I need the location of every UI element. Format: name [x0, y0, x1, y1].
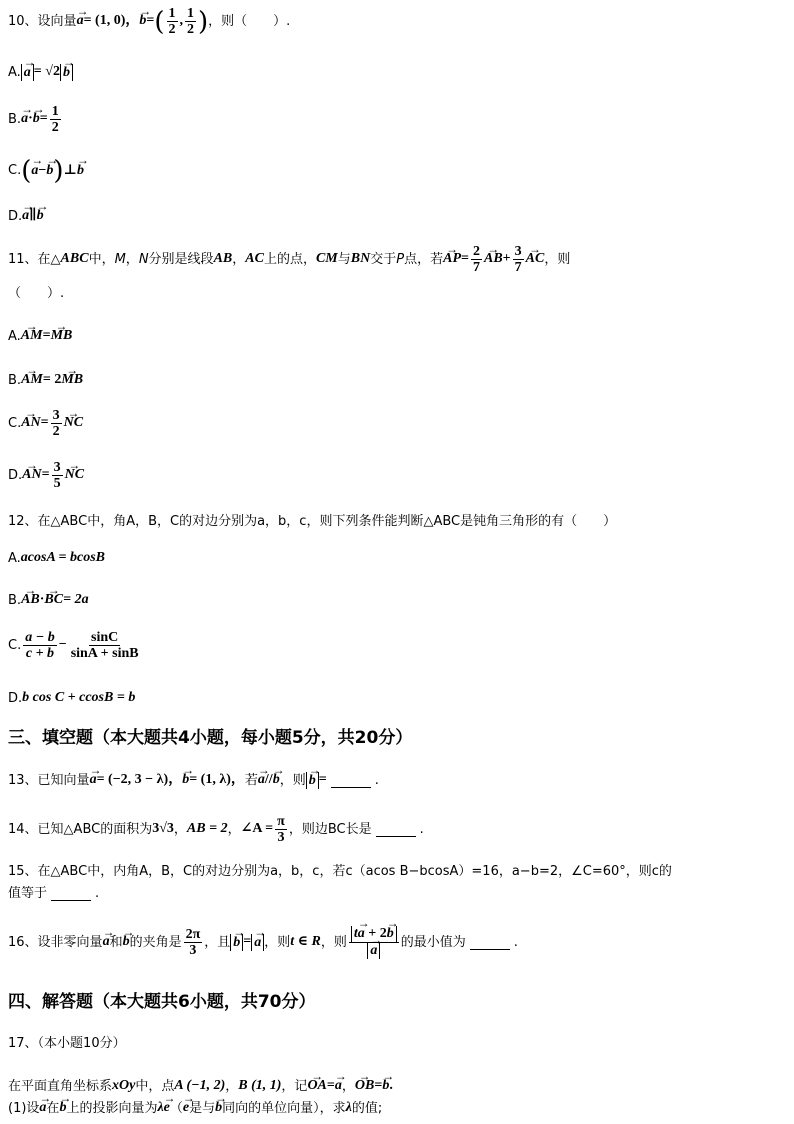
q10-tail: ，则（ ）.	[208, 14, 291, 30]
q12-option-d: D. b cos C + ccosB = b	[8, 690, 136, 706]
answer-blank	[470, 935, 510, 950]
q14: 14、 已知△ABC的面积为 3√3 ， AB = 2 ， ∠A = $\frac{\pi}{3}$ ，则边BC长是 .	[8, 814, 424, 846]
q11-stem-line2: （ ）.	[8, 286, 65, 301]
q10-number: 10、	[8, 14, 38, 30]
q17-sub1: (1)设 → a 在 → b 上的投影向量为 λ → e （ → e 是与 → b 同向的单位向量），求 λ 的值;	[8, 1100, 382, 1117]
q10-eq: =	[146, 13, 155, 29]
q15-line1: 15、在△ABC中，内角A，B，C的对边分别为a，b，c，若c（acos B−bcosA）=16，a−b=2，∠C=60°，则c的	[8, 864, 672, 879]
q15-line2: 值等于 .	[8, 886, 100, 901]
half-fraction-1: $\frac{1}{2}$	[168, 6, 176, 38]
paren-close: )	[198, 6, 209, 37]
answer-blank	[376, 822, 416, 837]
q10-stem	[8, 6, 290, 38]
q11-option-b: B. → AM = 2 → MB	[8, 372, 83, 389]
q10-option-d: D. → a ∥ → b	[8, 208, 44, 225]
q10-option-c: C. ( → a − → b ) ⊥ → b	[8, 158, 84, 184]
q10-option-a: A. → a = √2 → b	[8, 64, 73, 81]
q12-option-c: C. $\frac{a - b}{c + b}$ − $\frac{\sin C}{\sin A + \sin B}$	[8, 630, 139, 662]
q10-comma: ,	[179, 13, 184, 29]
q11-option-a: A. → AM = → MB	[8, 328, 72, 345]
answer-blank	[331, 773, 371, 788]
paren-open: (	[154, 6, 165, 37]
q12-option-a: A. acosA = bcosB	[8, 550, 106, 566]
q12-option-b: B. → AB · → BC = 2a	[8, 592, 89, 609]
q10-lead: 设向量	[37, 14, 77, 30]
q13: 13、 已知向量 → a = (−2, 3 − λ)， → b = (1, λ)， 若 → a // → b ，则 → b = .	[8, 772, 379, 789]
q12-stem: 12、在△ABC中，角A，B，C的对边分别为a，b，c，则下列条件能判断△ABC是钝角三角形的有（ ）	[8, 514, 617, 529]
q11-option-d: D. → AN = $\frac{3}{5}$ → NC	[8, 460, 84, 492]
vector-b: → b	[139, 13, 146, 30]
q10-option-b: B. → a · → b = $\frac{1}{2}$	[8, 104, 63, 136]
q16: 16、 设非零向量 → a 和 → b 的夹角是 $\frac{2\pi}{3}$ ，且 → b = → a ，则 t ∈ R ，则 t→ a + 2→ b → a 的最小值为 .	[8, 926, 518, 959]
q11-option-c: C. → AN = $\frac{3}{2}$ → NC	[8, 408, 83, 440]
q17-head: 17、（本小题10分）	[8, 1036, 126, 1051]
section-solve-heading: 四、解答题（本大题共6小题，共70分）	[8, 992, 316, 1012]
q17-stem: 在平面直角坐标系 xOy 中，点 A (−1, 2) ， B (1, 1) ，记 → OA = → a ， → OB = → b .	[8, 1078, 393, 1095]
answer-blank	[51, 886, 91, 901]
half-fraction-2: $\frac{1}{2}$	[187, 6, 195, 38]
q10-a-value: = (1, 0)，	[83, 13, 140, 29]
q11-stem: 11、 在△ ABC 中， M ， N 分别是线段 AB ， AC 上的点， CM 与 BN 交于 P 点，若 → AP = $\frac{2}{7}$ → AB + $\frac{3}{7}$ → AC ，则	[8, 244, 570, 276]
vector-a: → a	[77, 13, 84, 30]
section-fill-in-heading: 三、填空题（本大题共4小题，每小题5分，共20分）	[8, 728, 413, 748]
